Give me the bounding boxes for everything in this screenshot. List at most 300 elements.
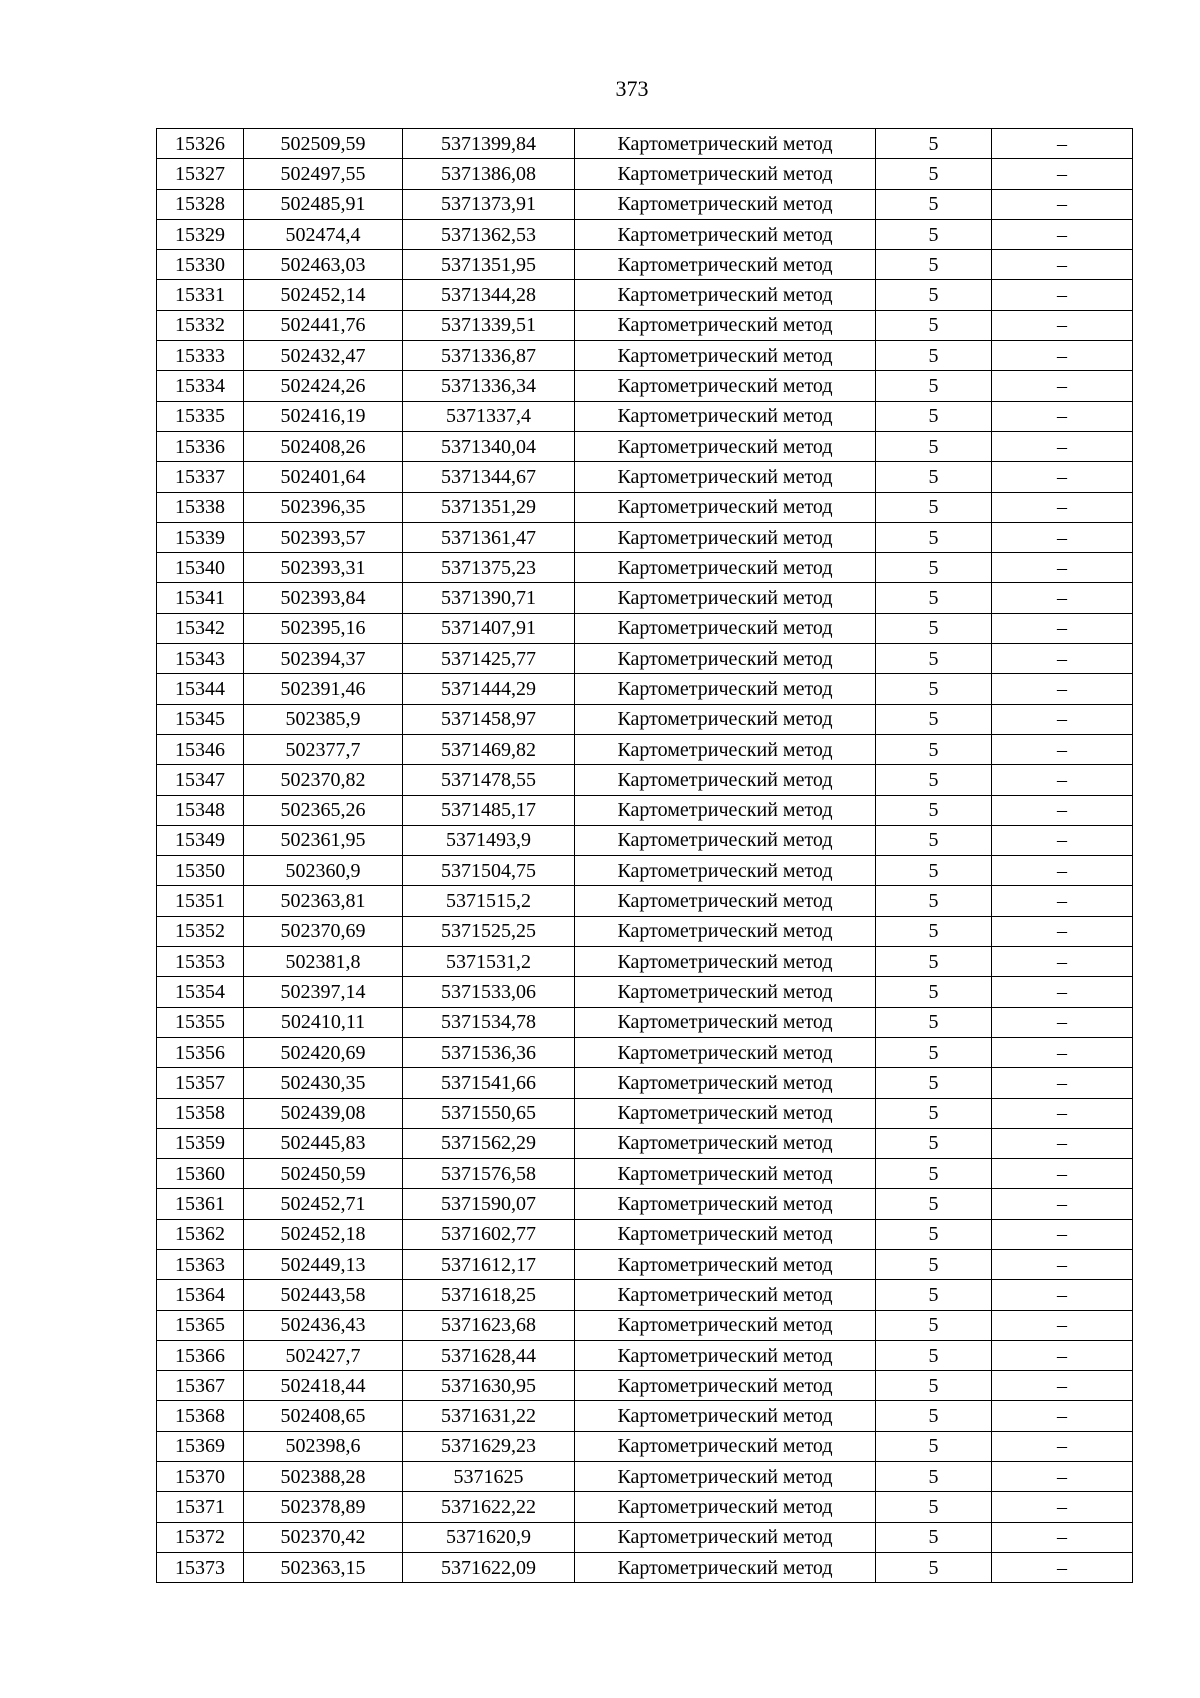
point-number-cell: 15338: [157, 492, 244, 522]
dash-cell: –: [992, 1128, 1133, 1158]
table-row: [157, 644, 1133, 674]
accuracy-cell: 5: [876, 916, 992, 946]
x-coordinate-cell: 502436,43: [244, 1310, 403, 1340]
y-coordinate-cell: 5371337,4: [403, 401, 575, 431]
point-number-cell: 15363: [157, 1249, 244, 1279]
dash-cell: –: [992, 492, 1133, 522]
accuracy-cell: 5: [876, 341, 992, 371]
x-coordinate-cell: 502370,82: [244, 765, 403, 795]
dash-cell: –: [992, 1310, 1133, 1340]
y-coordinate-cell: 5371622,22: [403, 1492, 575, 1522]
table-row: [157, 1462, 1133, 1492]
table-row: [157, 371, 1133, 401]
method-cell: Картометрический метод: [575, 825, 876, 855]
dash-cell: –: [992, 856, 1133, 886]
table-row: [157, 462, 1133, 492]
dash-cell: –: [992, 250, 1133, 280]
method-cell: Картометрический метод: [575, 1280, 876, 1310]
y-coordinate-cell: 5371631,22: [403, 1401, 575, 1431]
table-row: [157, 219, 1133, 249]
y-coordinate-cell: 5371550,65: [403, 1098, 575, 1128]
y-coordinate-cell: 5371630,95: [403, 1371, 575, 1401]
accuracy-cell: 5: [876, 947, 992, 977]
dash-cell: –: [992, 431, 1133, 461]
accuracy-cell: 5: [876, 825, 992, 855]
method-cell: Картометрический метод: [575, 1037, 876, 1067]
point-number-cell: 15340: [157, 553, 244, 583]
point-number-cell: 15333: [157, 341, 244, 371]
table-row: [157, 704, 1133, 734]
accuracy-cell: 5: [876, 1037, 992, 1067]
table-row: [157, 734, 1133, 764]
accuracy-cell: 5: [876, 310, 992, 340]
dash-cell: –: [992, 1401, 1133, 1431]
point-number-cell: 15344: [157, 674, 244, 704]
method-cell: Картометрический метод: [575, 1219, 876, 1249]
point-number-cell: 15326: [157, 129, 244, 159]
point-number-cell: 15366: [157, 1340, 244, 1370]
point-number-cell: 15355: [157, 1007, 244, 1037]
method-cell: Картометрический метод: [575, 1310, 876, 1340]
y-coordinate-cell: 5371351,29: [403, 492, 575, 522]
accuracy-cell: 5: [876, 371, 992, 401]
x-coordinate-cell: 502410,11: [244, 1007, 403, 1037]
accuracy-cell: 5: [876, 1552, 992, 1582]
accuracy-cell: 5: [876, 553, 992, 583]
dash-cell: –: [992, 1280, 1133, 1310]
method-cell: Картометрический метод: [575, 341, 876, 371]
accuracy-cell: 5: [876, 795, 992, 825]
method-cell: Картометрический метод: [575, 644, 876, 674]
dash-cell: –: [992, 704, 1133, 734]
x-coordinate-cell: 502398,6: [244, 1431, 403, 1461]
point-number-cell: 15348: [157, 795, 244, 825]
x-coordinate-cell: 502420,69: [244, 1037, 403, 1067]
point-number-cell: 15361: [157, 1189, 244, 1219]
x-coordinate-cell: 502401,64: [244, 462, 403, 492]
dash-cell: –: [992, 886, 1133, 916]
accuracy-cell: 5: [876, 1007, 992, 1037]
table-row: [157, 492, 1133, 522]
table-row: [157, 1280, 1133, 1310]
accuracy-cell: 5: [876, 189, 992, 219]
dash-cell: –: [992, 674, 1133, 704]
table-row: [157, 280, 1133, 310]
x-coordinate-cell: 502445,83: [244, 1128, 403, 1158]
accuracy-cell: 5: [876, 1159, 992, 1189]
dash-cell: –: [992, 280, 1133, 310]
dash-cell: –: [992, 219, 1133, 249]
y-coordinate-cell: 5371469,82: [403, 734, 575, 764]
x-coordinate-cell: 502363,81: [244, 886, 403, 916]
dash-cell: –: [992, 522, 1133, 552]
table-row: [157, 583, 1133, 613]
x-coordinate-cell: 502474,4: [244, 219, 403, 249]
y-coordinate-cell: 5371351,95: [403, 250, 575, 280]
y-coordinate-cell: 5371493,9: [403, 825, 575, 855]
point-number-cell: 15364: [157, 1280, 244, 1310]
y-coordinate-cell: 5371485,17: [403, 795, 575, 825]
point-number-cell: 15354: [157, 977, 244, 1007]
table-row: [157, 401, 1133, 431]
dash-cell: –: [992, 765, 1133, 795]
accuracy-cell: 5: [876, 159, 992, 189]
point-number-cell: 15358: [157, 1098, 244, 1128]
table-row: [157, 250, 1133, 280]
x-coordinate-cell: 502463,03: [244, 250, 403, 280]
y-coordinate-cell: 5371399,84: [403, 129, 575, 159]
point-number-cell: 15357: [157, 1068, 244, 1098]
accuracy-cell: 5: [876, 1401, 992, 1431]
method-cell: Картометрический метод: [575, 522, 876, 552]
table-row: [157, 1552, 1133, 1582]
table-row: [157, 825, 1133, 855]
accuracy-cell: 5: [876, 886, 992, 916]
x-coordinate-cell: 502393,84: [244, 583, 403, 613]
dash-cell: –: [992, 462, 1133, 492]
dash-cell: –: [992, 644, 1133, 674]
x-coordinate-cell: 502449,13: [244, 1249, 403, 1279]
y-coordinate-cell: 5371536,36: [403, 1037, 575, 1067]
method-cell: Картометрический метод: [575, 886, 876, 916]
dash-cell: –: [992, 1462, 1133, 1492]
method-cell: Картометрический метод: [575, 1189, 876, 1219]
table-row: [157, 1522, 1133, 1552]
accuracy-cell: 5: [876, 613, 992, 643]
y-coordinate-cell: 5371590,07: [403, 1189, 575, 1219]
table-row: [157, 189, 1133, 219]
accuracy-cell: 5: [876, 1219, 992, 1249]
point-number-cell: 15334: [157, 371, 244, 401]
method-cell: Картометрический метод: [575, 856, 876, 886]
point-number-cell: 15336: [157, 431, 244, 461]
x-coordinate-cell: 502370,42: [244, 1522, 403, 1552]
dash-cell: –: [992, 613, 1133, 643]
method-cell: Картометрический метод: [575, 219, 876, 249]
method-cell: Картометрический метод: [575, 674, 876, 704]
dash-cell: –: [992, 583, 1133, 613]
x-coordinate-cell: 502378,89: [244, 1492, 403, 1522]
method-cell: Картометрический метод: [575, 1522, 876, 1552]
point-number-cell: 15346: [157, 734, 244, 764]
method-cell: Картометрический метод: [575, 1371, 876, 1401]
table-row: [157, 1431, 1133, 1461]
x-coordinate-cell: 502396,35: [244, 492, 403, 522]
method-cell: Картометрический метод: [575, 977, 876, 1007]
method-cell: Картометрический метод: [575, 159, 876, 189]
dash-cell: –: [992, 1159, 1133, 1189]
x-coordinate-cell: 502441,76: [244, 310, 403, 340]
point-number-cell: 15370: [157, 1462, 244, 1492]
point-number-cell: 15371: [157, 1492, 244, 1522]
x-coordinate-cell: 502450,59: [244, 1159, 403, 1189]
dash-cell: –: [992, 1431, 1133, 1461]
x-coordinate-cell: 502381,8: [244, 947, 403, 977]
point-number-cell: 15329: [157, 219, 244, 249]
y-coordinate-cell: 5371602,77: [403, 1219, 575, 1249]
y-coordinate-cell: 5371515,2: [403, 886, 575, 916]
point-number-cell: 15372: [157, 1522, 244, 1552]
method-cell: Картометрический метод: [575, 129, 876, 159]
table-row: [157, 1249, 1133, 1279]
method-cell: Картометрический метод: [575, 553, 876, 583]
page-number: 373: [615, 76, 649, 101]
point-number-cell: 15328: [157, 189, 244, 219]
y-coordinate-cell: 5371336,87: [403, 341, 575, 371]
x-coordinate-cell: 502397,14: [244, 977, 403, 1007]
point-number-cell: 15343: [157, 644, 244, 674]
accuracy-cell: 5: [876, 1492, 992, 1522]
y-coordinate-cell: 5371622,09: [403, 1552, 575, 1582]
point-number-cell: 15341: [157, 583, 244, 613]
dash-cell: –: [992, 734, 1133, 764]
y-coordinate-cell: 5371386,08: [403, 159, 575, 189]
table-row: [157, 1128, 1133, 1158]
method-cell: Картометрический метод: [575, 1431, 876, 1461]
dash-cell: –: [992, 1189, 1133, 1219]
dash-cell: –: [992, 1098, 1133, 1128]
table-row: [157, 1340, 1133, 1370]
y-coordinate-cell: 5371373,91: [403, 189, 575, 219]
table-row: [157, 310, 1133, 340]
point-number-cell: 15360: [157, 1159, 244, 1189]
accuracy-cell: 5: [876, 250, 992, 280]
method-cell: Картометрический метод: [575, 1007, 876, 1037]
y-coordinate-cell: 5371344,67: [403, 462, 575, 492]
accuracy-cell: 5: [876, 1522, 992, 1552]
method-cell: Картометрический метод: [575, 1340, 876, 1370]
table-row: [157, 1189, 1133, 1219]
point-number-cell: 15352: [157, 916, 244, 946]
coordinates-table: [156, 128, 1133, 1583]
point-number-cell: 15345: [157, 704, 244, 734]
method-cell: Картометрический метод: [575, 704, 876, 734]
accuracy-cell: 5: [876, 583, 992, 613]
x-coordinate-cell: 502497,55: [244, 159, 403, 189]
x-coordinate-cell: 502443,58: [244, 1280, 403, 1310]
x-coordinate-cell: 502365,26: [244, 795, 403, 825]
accuracy-cell: 5: [876, 977, 992, 1007]
table-row: [157, 674, 1133, 704]
table-row: [157, 1219, 1133, 1249]
y-coordinate-cell: 5371458,97: [403, 704, 575, 734]
table-row: [157, 613, 1133, 643]
table-row: [157, 1037, 1133, 1067]
table-row: [157, 1310, 1133, 1340]
dash-cell: –: [992, 1249, 1133, 1279]
method-cell: Картометрический метод: [575, 1068, 876, 1098]
method-cell: Картометрический метод: [575, 280, 876, 310]
method-cell: Картометрический метод: [575, 947, 876, 977]
method-cell: Картометрический метод: [575, 310, 876, 340]
accuracy-cell: 5: [876, 129, 992, 159]
dash-cell: –: [992, 341, 1133, 371]
y-coordinate-cell: 5371541,66: [403, 1068, 575, 1098]
table-row: [157, 1007, 1133, 1037]
accuracy-cell: 5: [876, 1431, 992, 1461]
dash-cell: –: [992, 916, 1133, 946]
x-coordinate-cell: 502416,19: [244, 401, 403, 431]
method-cell: Картометрический метод: [575, 1552, 876, 1582]
method-cell: Картометрический метод: [575, 795, 876, 825]
y-coordinate-cell: 5371623,68: [403, 1310, 575, 1340]
accuracy-cell: 5: [876, 704, 992, 734]
method-cell: Картометрический метод: [575, 583, 876, 613]
dash-cell: –: [992, 795, 1133, 825]
x-coordinate-cell: 502432,47: [244, 341, 403, 371]
x-coordinate-cell: 502452,18: [244, 1219, 403, 1249]
x-coordinate-cell: 502393,57: [244, 522, 403, 552]
point-number-cell: 15351: [157, 886, 244, 916]
point-number-cell: 15327: [157, 159, 244, 189]
table-row: [157, 1401, 1133, 1431]
accuracy-cell: 5: [876, 856, 992, 886]
dash-cell: –: [992, 159, 1133, 189]
accuracy-cell: 5: [876, 280, 992, 310]
x-coordinate-cell: 502452,14: [244, 280, 403, 310]
dash-cell: –: [992, 825, 1133, 855]
y-coordinate-cell: 5371339,51: [403, 310, 575, 340]
table-row: [157, 916, 1133, 946]
method-cell: Картометрический метод: [575, 1098, 876, 1128]
accuracy-cell: 5: [876, 1068, 992, 1098]
dash-cell: –: [992, 1340, 1133, 1370]
y-coordinate-cell: 5371344,28: [403, 280, 575, 310]
x-coordinate-cell: 502439,08: [244, 1098, 403, 1128]
y-coordinate-cell: 5371390,71: [403, 583, 575, 613]
method-cell: Картометрический метод: [575, 1462, 876, 1492]
point-number-cell: 15337: [157, 462, 244, 492]
table-row: [157, 1098, 1133, 1128]
x-coordinate-cell: 502361,95: [244, 825, 403, 855]
y-coordinate-cell: 5371525,25: [403, 916, 575, 946]
x-coordinate-cell: 502509,59: [244, 129, 403, 159]
x-coordinate-cell: 502360,9: [244, 856, 403, 886]
y-coordinate-cell: 5371534,78: [403, 1007, 575, 1037]
accuracy-cell: 5: [876, 522, 992, 552]
accuracy-cell: 5: [876, 401, 992, 431]
point-number-cell: 15347: [157, 765, 244, 795]
table-row: [157, 431, 1133, 461]
x-coordinate-cell: 502408,65: [244, 1401, 403, 1431]
method-cell: Картометрический метод: [575, 371, 876, 401]
point-number-cell: 15359: [157, 1128, 244, 1158]
dash-cell: –: [992, 947, 1133, 977]
dash-cell: –: [992, 1037, 1133, 1067]
method-cell: Картометрический метод: [575, 916, 876, 946]
method-cell: Картометрический метод: [575, 401, 876, 431]
method-cell: Картометрический метод: [575, 1159, 876, 1189]
accuracy-cell: 5: [876, 462, 992, 492]
accuracy-cell: 5: [876, 734, 992, 764]
x-coordinate-cell: 502363,15: [244, 1552, 403, 1582]
point-number-cell: 15368: [157, 1401, 244, 1431]
point-number-cell: 15330: [157, 250, 244, 280]
accuracy-cell: 5: [876, 1098, 992, 1128]
dash-cell: –: [992, 977, 1133, 1007]
table-row: [157, 1068, 1133, 1098]
table-row: [157, 522, 1133, 552]
point-number-cell: 15349: [157, 825, 244, 855]
x-coordinate-cell: 502377,7: [244, 734, 403, 764]
y-coordinate-cell: 5371407,91: [403, 613, 575, 643]
dash-cell: –: [992, 553, 1133, 583]
method-cell: Картометрический метод: [575, 734, 876, 764]
x-coordinate-cell: 502485,91: [244, 189, 403, 219]
x-coordinate-cell: 502427,7: [244, 1340, 403, 1370]
accuracy-cell: 5: [876, 1249, 992, 1279]
y-coordinate-cell: 5371628,44: [403, 1340, 575, 1370]
dash-cell: –: [992, 1552, 1133, 1582]
y-coordinate-cell: 5371618,25: [403, 1280, 575, 1310]
accuracy-cell: 5: [876, 644, 992, 674]
point-number-cell: 15365: [157, 1310, 244, 1340]
table-row: [157, 977, 1133, 1007]
accuracy-cell: 5: [876, 674, 992, 704]
accuracy-cell: 5: [876, 765, 992, 795]
accuracy-cell: 5: [876, 219, 992, 249]
dash-cell: –: [992, 1007, 1133, 1037]
accuracy-cell: 5: [876, 1371, 992, 1401]
y-coordinate-cell: 5371533,06: [403, 977, 575, 1007]
table-row: [157, 765, 1133, 795]
point-number-cell: 15339: [157, 522, 244, 552]
point-number-cell: 15350: [157, 856, 244, 886]
method-cell: Картометрический метод: [575, 462, 876, 492]
point-number-cell: 15356: [157, 1037, 244, 1067]
y-coordinate-cell: 5371375,23: [403, 553, 575, 583]
point-number-cell: 15342: [157, 613, 244, 643]
y-coordinate-cell: 5371444,29: [403, 674, 575, 704]
x-coordinate-cell: 502394,37: [244, 644, 403, 674]
y-coordinate-cell: 5371620,9: [403, 1522, 575, 1552]
point-number-cell: 15331: [157, 280, 244, 310]
accuracy-cell: 5: [876, 492, 992, 522]
point-number-cell: 15373: [157, 1552, 244, 1582]
x-coordinate-cell: 502430,35: [244, 1068, 403, 1098]
method-cell: Картометрический метод: [575, 1128, 876, 1158]
dash-cell: –: [992, 129, 1133, 159]
y-coordinate-cell: 5371625: [403, 1462, 575, 1492]
x-coordinate-cell: 502408,26: [244, 431, 403, 461]
y-coordinate-cell: 5371629,23: [403, 1431, 575, 1461]
x-coordinate-cell: 502418,44: [244, 1371, 403, 1401]
accuracy-cell: 5: [876, 431, 992, 461]
accuracy-cell: 5: [876, 1280, 992, 1310]
method-cell: Картометрический метод: [575, 1249, 876, 1279]
dash-cell: –: [992, 310, 1133, 340]
y-coordinate-cell: 5371340,04: [403, 431, 575, 461]
method-cell: Картометрический метод: [575, 431, 876, 461]
y-coordinate-cell: 5371531,2: [403, 947, 575, 977]
y-coordinate-cell: 5371361,47: [403, 522, 575, 552]
method-cell: Картометрический метод: [575, 250, 876, 280]
point-number-cell: 15353: [157, 947, 244, 977]
table-row: [157, 1492, 1133, 1522]
dash-cell: –: [992, 1219, 1133, 1249]
table-row: [157, 159, 1133, 189]
x-coordinate-cell: 502424,26: [244, 371, 403, 401]
dash-cell: –: [992, 1371, 1133, 1401]
point-number-cell: 15367: [157, 1371, 244, 1401]
accuracy-cell: 5: [876, 1189, 992, 1219]
table-row: [157, 886, 1133, 916]
y-coordinate-cell: 5371478,55: [403, 765, 575, 795]
x-coordinate-cell: 502385,9: [244, 704, 403, 734]
table-row: [157, 341, 1133, 371]
table-row: [157, 553, 1133, 583]
table-row: [157, 129, 1133, 159]
